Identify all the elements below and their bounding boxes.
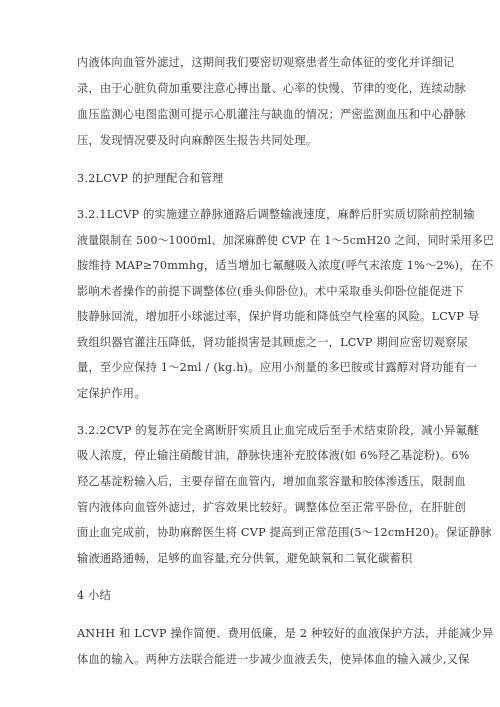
text-line-2: 录，由于心脏负荷加重要注意心搏出量、心率的快慢、节律的变化，连续动脉 bbox=[77, 82, 466, 95]
text-line-19: 输液通路通畅，足够的血容量,充分供氧，避免缺氧和二氧化碳蓄积 bbox=[77, 552, 413, 565]
text-line-21: ANHH 和 LCVP 操作简便、费用低廉，是 2 种较好的血液保护方法，并能减少异 bbox=[77, 627, 494, 640]
text-line-7: 液量限制在 500～1000ml、加深麻醉使 CVP 在 1～5cmH20 之间，同时采用多巴 bbox=[77, 234, 495, 247]
section-heading-4: 4 小结 bbox=[77, 589, 112, 602]
text-line-1: 内液体向血管外滤过，这期间我们要密切观察患者生命体征的变化并详细记 bbox=[77, 56, 455, 69]
text-line-12: 量，至少应保持 1～2ml / (kg.h)。应用小剂量的多巴胺或甘露醇对肾功能有一 bbox=[77, 361, 478, 374]
text-line-11: 致组织器官灌注压降低，肾功能损害是其顾虑之一，LCVP 期间应密切观察尿 bbox=[77, 336, 468, 349]
text-line-13: 定保护作用。 bbox=[77, 387, 146, 400]
text-line-10: 肢静脉回流，增加肝小球滤过率，保护肾功能和降低空气栓塞的风险。LCVP 导 bbox=[77, 310, 480, 323]
text-line-15: 吸人浓度，停止输注硝酸甘油，静脉快速补充胶体液(如 6%羟乙基淀粉)。6% bbox=[77, 449, 470, 462]
text-line-14: 3.2.2CVP 的复苏在完全离断肝实质且止血完成后至手术结束阶段，减小异氟醚 bbox=[77, 424, 479, 437]
text-line-18: 面止血完成前，协助麻醉医生将 CVP 提高到正常范围(5～12cmH20)。保证静脉 bbox=[77, 526, 492, 539]
text-line-6: 3.2.1LCVP 的实施建立静脉通路后调整输液速度，麻醉后肝实质切除前控制输 bbox=[77, 208, 475, 221]
text-line-16: 羟乙基淀粉输入后，主要存留在血管内，增加血浆容量和胶体渗透压，限制血 bbox=[77, 475, 466, 488]
text-line-4: 压，发现情况要及时向麻醉医生报告共同处理。 bbox=[77, 134, 318, 147]
text-line-17: 管内液体向血管外滤过，扩容效果比较好。调整体位至正常平卧位，在肝脏创 bbox=[77, 501, 466, 514]
text-line-9: 影响术者操作的前提下调整体位(垂头仰卧位)。术中采取垂头仰卧位能促进下 bbox=[77, 285, 464, 298]
section-heading-3-2: 3.2LCVP 的护理配合和管理 bbox=[77, 172, 224, 185]
text-line-8: 胺维持 MAP≥70mmhg，适当增加七氟醚吸入浓度(呼气末浓度 1%～2%)，在不 bbox=[77, 259, 494, 272]
text-line-22: 体血的输入。两种方法联合能进一步减少血液丢失，使异体血的输入减少,又保 bbox=[77, 653, 470, 666]
text-line-3: 血压监测心电图监测可提示心肌灌注与缺血的情况；严密监测血压和中心静脉 bbox=[77, 108, 466, 121]
